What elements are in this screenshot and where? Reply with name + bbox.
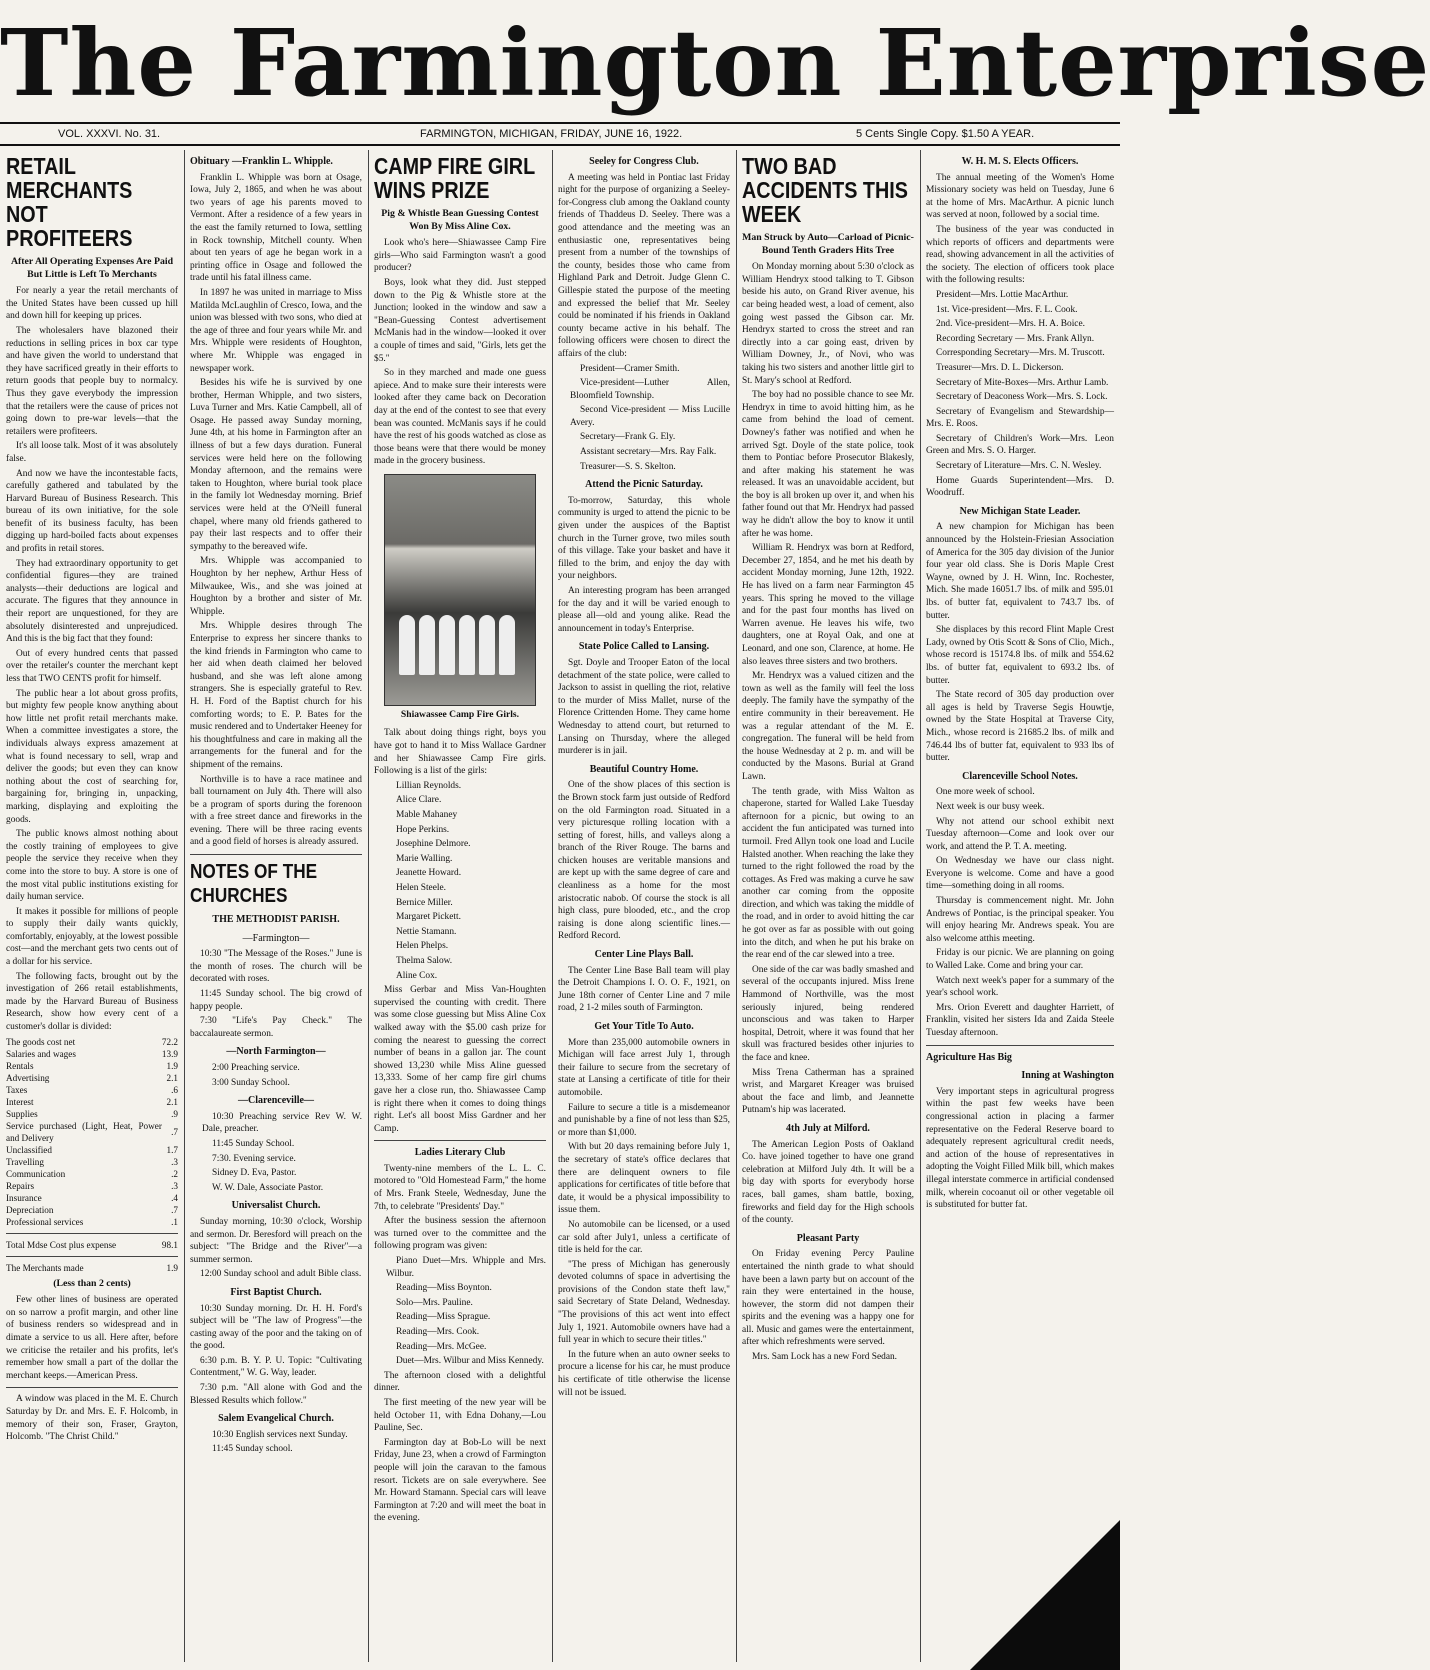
masthead-title: The Farmington Enterprise [0,9,1430,117]
text-paragraph: The annual meeting of the Women's Home Missionary society was held on Tuesday, June 6 at the home of Mrs. MacArthur. A picnic lunch was served at noon, followed by a social time. [926,172,1114,221]
text-paragraph: And now we have the incontestable facts, carefully gathered and tabulated by the Harvard Bureau of Business Research. This bureau of its own initiative, for the sole benefit of its business faculty, has been digging up hard-boiled facts about expenses and profits in retail stores. [6,468,178,555]
text-paragraph: Sunday morning, 10:30 o'clock, Worship and sermon. Dr. Beresford will preach on the subject: "The Bridge and the River"—a summer sermon. [190,1216,362,1265]
made-note: (Less than 2 cents) [53,1277,131,1289]
text-paragraph: President—Mrs. Lottie MacArthur. [936,289,1069,300]
subhead-accidents: Man Struck by Auto—Carload of Picnic-Bound Tenth Graders Hits Tree [742,232,914,256]
center-line-heading: Center Line Plays Ball. [594,949,694,961]
text-paragraph: Why not attend our school exhibit next Tuesday afternoon—Come and look over our work, and attend the P. T. A. meeting. [926,816,1114,852]
expense-row [6,1084,178,1096]
expense-row [6,1048,178,1060]
text-paragraph: On Wednesday we have our class night. Everyone is welcome. Come and have a good time—something doing in all rooms. [926,856,1114,892]
text-paragraph: Piano Duet—Mrs. Whipple and Mrs. Wilbur. [386,1256,546,1279]
expense-value: .1 [171,1216,178,1227]
column-rule [552,150,553,1662]
text-paragraph: One side of the car was badly smashed and several of the occupants injured. Miss Irene Hammond of Northville, was the most seriously injured, being rendered unconscious and was taken to Harper hospital, Detroit, where it was found that her skull was fractured besides other injuries to the face and knee. [742,964,914,1063]
text-paragraph: The first meeting of the new year will be held October 11, with Edna Dohany,—Lou Pauline, Sec. [374,1397,546,1434]
text-paragraph: The wholesalers have blazoned their reductions in selling prices in box car type and have given the world to understand that they have sacrificed greatly in their efforts to return goods that people buy to normalcy. Thus they gave everybody the impression that the retailers were the cause of prices not going down to pre-war levels—that the retailers were profiteers. [6,325,178,437]
text-paragraph: Look who's here—Shiawassee Camp Fire girls—Who said Farmington wasn't a good producer? [374,238,546,274]
text-paragraph: W. W. Dale, Associate Pastor. [212,1182,324,1193]
text-paragraph: To-morrow, Saturday, this whole community is urged to attend the picnic to be given under the auspices of the Baptist church in the Turner grove, two miles south of this village. Take your basket and have it filled to the brim, and enjoy the day with your neighbors. [558,495,730,582]
text-paragraph: With but 20 days remaining before July 1, the secretary of state's office declares that there are delinquent owners to file applications for certificates of title before that date, it would be a physical impossibility to issue them. [558,1142,730,1216]
text-paragraph: Secretary of Deaconess Work—Mrs. S. Lock. [936,392,1108,403]
column-accidents [742,150,914,1662]
text-paragraph: Duet—Mrs. Wilbur and Miss Kennedy. [396,1356,544,1367]
text-paragraph: 7:30 "Life's Pay Check." The baccalaureate sermon. [190,1016,362,1039]
expense-row [6,1120,178,1144]
text-paragraph: Reading—Miss Sprague. [396,1312,491,1323]
torn-corner [970,1520,1120,1670]
made-label: The Merchants made [6,1262,84,1273]
obituary-heading: Obituary —Franklin L. Whipple. [190,156,333,167]
expense-row [6,1096,178,1108]
volume-number: VOL. XXXVI. No. 31. [58,128,161,140]
camp-fire-girls-photo [384,474,536,706]
expense-value: 2.1 [166,1072,178,1083]
text-paragraph: Assistant secretary—Mrs. Ray Falk. [580,447,717,458]
north-farmington-heading: —North Farmington— [226,1046,326,1058]
expense-value: 2.1 [166,1096,178,1107]
headline-accidents: TWO BAD ACCIDENTS THIS WEEK [742,153,908,227]
text-paragraph: Secretary of Children's Work—Mrs. Leon Green and Mrs. S. O. Harger. [926,433,1114,457]
column-rule [736,150,737,1662]
text-paragraph: Marie Walling. [396,853,453,864]
text-paragraph: 11:45 Sunday school. The big crowd of happy people. [190,989,362,1012]
state-police-heading: State Police Called to Lansing. [578,641,710,653]
subhead-retail: After All Operating Expenses Are Paid But Little is Left To Merchants [10,256,174,280]
text-paragraph: Alice Clare. [396,795,442,806]
school-notes-heading: Clarenceville School Notes. [962,770,1078,782]
expense-row [6,1168,178,1180]
headline-retail-merchants: RETAIL MERCHANTS NOT PROFITEERS [6,153,133,251]
text-paragraph: Vice-president—Luther Allen, Bloomfield Township. [570,378,730,401]
methodist-sub: —Farmington— [242,932,310,944]
text-paragraph: Helen Steele. [396,883,446,893]
salem-heading: Salem Evangelical Church. [218,1413,334,1425]
text-paragraph: 7:30 p.m. "All alone with God and the Blessed Results which follow." [190,1383,362,1406]
dateline-bar [0,122,1120,146]
expense-row [6,1060,178,1072]
text-paragraph: Mable Mahaney [396,810,458,821]
methodist-heading: THE METHODIST PARISH. [212,914,340,926]
text-paragraph: Lillian Reynolds. [396,780,462,791]
text-paragraph: More than 235,000 automobile owners in Michigan will face arrest July 1, through their failure to secure from the secretary of state at Lansing a certificate of title for their automobile. [558,1037,730,1098]
text-paragraph: Watch next week's paper for a summary of the year's school work. [926,975,1114,999]
column-local-news [558,150,730,1662]
expense-row [6,1192,178,1204]
text-paragraph: Farmington day at Bob-Lo will be next Friday, June 23, when a crowd of Farmington people will join the caravan to the famous resort. Tickets are on sale everywhere. See Mr. Howard Stamann. Special cars will leave Farmington at 7:20 and will meet the boat in the evening. [374,1437,546,1524]
universalist-heading: Universalist Church. [231,1200,321,1212]
text-paragraph: 10:30 "The Message of the Roses." June is the month of roses. The church will be decorated with roses. [190,949,362,985]
auto-title-heading: Get Your Title To Auto. [594,1021,694,1032]
text-paragraph: William R. Hendryx was born at Redford, December 27, 1854, and he met his death by accident Monday morning, June 12th, 1922. He has lived on a farm near Farmington 45 years. This spring he moved to the village and for the past four months has lived on Warren avenue. He leaves his wife, two daughters, one at Royal Oak, and one at Leonard, and one son, Clarence, at home. He also leaves three sisters and two brothers. [742,543,914,667]
column-rule [920,150,921,1662]
text-paragraph: Northville is to have a race matinee and ball tournament on July 4th. There will also be a program of sports during the forenoon with a free street dance and fireworks in the evening. There will be three racing events and a good field of horses is already assured. [190,774,362,848]
text-paragraph: Treasurer—S. S. Skelton. [580,461,676,472]
expense-item: Supplies [6,1108,38,1119]
milford-heading: 4th July at Milford. [786,1122,870,1134]
text-paragraph: Failure to secure a title is a misdemeanor and punishable by a fine of not less than $25, or more than $1,000. [558,1102,730,1138]
expense-row [6,1108,178,1120]
text-paragraph: Mrs. Whipple desires through The Enterprise to express her sincere thanks to the kind friends in Farmington who came to her aid when death claimed her beloved husband, and she was left alone among strangers. She is especially grateful to Rev. H. H. Ford of the Baptist church for his comforting words; to E. P. Bates for the music rendered and to Undertaker Heeney for his thoughtfulness and care in making all the arrangements for the funeral and for the shipment of the remains. [190,621,362,770]
text-paragraph: Josephine Delmore. [396,839,471,850]
text-paragraph: Helen Phelps. [396,941,449,952]
made-value: 1.9 [166,1262,178,1273]
text-paragraph: In the future when an auto owner seeks to procure a license for his car, he must produce his certificate of title otherwise the license will not be issued. [558,1349,730,1398]
place-date: FARMINGTON, MICHIGAN, FRIDAY, JUNE 16, 1922. [420,128,683,140]
expense-row [6,1204,178,1216]
text-paragraph: Home Guards Superintendent—Mrs. D. Woodruff. [926,475,1114,499]
expense-item: Salaries and wages [6,1048,76,1059]
state-leader-heading: New Michigan State Leader. [959,505,1081,517]
text-paragraph: Secretary of Literature—Mrs. C. N. Wesley. [936,461,1102,472]
column-rule [368,150,369,1662]
text-paragraph: Corresponding Secretary—Mrs. M. Truscott. [936,348,1105,359]
expense-value: .7 [171,1126,178,1137]
total-label: Total Mdse Cost plus expense [6,1239,117,1250]
expense-row [6,1156,178,1168]
text-paragraph: Aline Cox. [396,970,438,981]
text-paragraph: The public knows almost nothing about the costly training of employees to give people the service they receive when they come into the store to buy. A store is one of the most vital public institutions existing for daily human service. [6,829,178,903]
headline-church-notes: NOTES OF THE CHURCHES [190,861,318,908]
expense-item: Insurance [6,1192,42,1203]
party-heading: Pleasant Party [796,1232,860,1244]
text-paragraph: So in they marched and made one guess apiece. And to make sure their interests were looked after they came back on Decoration day at the end of the contest to see that every bean was counted. McManis says if he could have the rest of his goods watched as close as those beans were that there would be money made in the grocery business. [374,368,546,467]
expense-value: 13.9 [161,1048,178,1059]
text-paragraph: 6:30 p.m. B. Y. P. U. Topic: "Cultivating Contentment," W. G. Way, leader. [190,1355,362,1379]
text-paragraph: The tenth grade, with Miss Walton as chaperone, started for Walled Lake Tuesday afternoon for a picnic, but owing to an accident the fun anticipated was turned into turmoil. Fred Allyn took one load and Lucile Halsted another. When reaching the lake they turned to the right followed the road by the cottages. As Fred was making a curve he saw another car coming from the opposite direction, and which was taking the middle of the road, and in order to avoid hitting the car he got over as far as possible with out going into the ditch, and when he put his brake on the rear end of the car slewed into a tree. [742,786,914,961]
expense-row [6,1072,178,1084]
text-paragraph: Solo—Mrs. Pauline. [396,1297,473,1308]
text-paragraph: They had extraordinary opportunity to get confidential figures—they are trained analysts—their deductions are logical and accurate. The figures that they announce in their report are unquestioned, for they are absolutely disinterested and unprejudiced. And this is the big fact that they found: [6,558,178,645]
column-retail-merchants [6,150,178,1662]
text-paragraph: She displaces by this record Flint Maple Crest Lady, owned by Otis Scott & Sons of Clio, Mich., whose record is 15174.8 lbs. of milk and 554.62 lbs. of butter fat, equivalent to 693.2 lbs. of butter. [926,625,1114,686]
column-obituary-churches [190,150,362,1662]
text-paragraph: Reading—Miss Boynton. [396,1283,492,1294]
expense-value: 72.2 [161,1036,178,1047]
text-paragraph: Reading—Mrs. McGee. [396,1341,487,1352]
text-paragraph: Very important steps in agricultural progress within the past few weeks have been congressional action in placing a farmer representative on the Federal Reserve board to adequately represent agricultural credit needs, and action of the house of representatives in adopting the Voight Filled Milk bill, which makes illegal interstate commerce in artificial condensed milk, wherein cocoanut oil or other vegetable oil is substituted for butter fat. [926,1086,1114,1211]
text-paragraph: The Center Line Base Ball team will play the Detroit Champions I. O. O. F., 1921, on June 18th corner of Center Line and 7 mile road, 2 1-2 miles south of Farmington. [558,965,730,1014]
text-paragraph: Treasurer—Mrs. D. L. Dickerson. [936,362,1064,373]
text-paragraph: Sidney D. Eva, Pastor. [212,1168,297,1179]
text-paragraph: Mr. Hendryx was a valued citizen and the town as well as the family will feel the loss deeply. The family have the sympathy of the entire community in their bereavement. He was a regular attendant of the M. E. congregation. The funeral will be held from the house Wednesday at 2 p. m. and will be conducted by the Masons. Burial at Grand Lawn. [742,671,914,782]
text-paragraph: In 1897 he was united in marriage to Miss Matilda McLaughlin of Cresco, Iowa, and the union was blessed with two sons, who died at the age of three and four years while Mr. and Mrs. Whipple were residents of Houghton, where Mr. Whipple was engaged in newspaper work. [190,287,362,374]
expense-item: Depreciation [6,1204,54,1215]
text-paragraph: The State record of 305 day production over all ages is held by Traverse Segis Houwtje, owned by the State Hospital at Traverse City, Mich., whose record is 21685.2 lbs. of milk and 746.44 lbs of butter fat, equivalent to 933 lbs of butter. [926,690,1114,764]
expense-value: .3 [171,1180,178,1191]
text-paragraph: It's all loose talk. Most of it was absolutely false. [6,441,178,464]
photo-caption: Shiawassee Camp Fire Girls. [400,708,520,720]
expense-row [6,1036,178,1048]
text-paragraph: 12:00 Sunday school and adult Bible class. [200,1269,362,1280]
text-paragraph: Next week is our busy week. [936,801,1045,812]
text-paragraph: The afternoon closed with a delightful dinner. [374,1370,546,1394]
text-paragraph: After the business session the afternoon was turned over to the committee and the following program was given: [374,1216,546,1252]
text-paragraph: The boy had no possible chance to see Mr. Hendryx in time to avoid hitting him, as he came from behind the load of cement. Downey's father was notified and when he arrived Sgt. Doyle of the state police, took them to Pontiac before Prosecutor Blakesly, and after making his statement he was released. It was an unavoidable accident, but the boy is all broken up over it, and when his father found out that Mr. Hendryx had passed way he didn't allow the boy to know it until after he was home. [742,390,914,539]
text-paragraph: No automobile can be licensed, or a used car sold after July1, unless a certificate of title is held for the car. [558,1219,730,1256]
expense-value: 1.9 [166,1060,178,1071]
seeley-heading: Seeley for Congress Club. [589,156,699,167]
text-paragraph: 11:45 Sunday school. [212,1444,293,1455]
picnic-heading: Attend the Picnic Saturday. [585,479,703,491]
subhead-camp-fire: Pig & Whistle Bean Guessing Contest Won By Miss Aline Cox. [381,208,539,232]
expense-item: Professional services [6,1216,84,1227]
text-paragraph: 2:00 Preaching service. [212,1063,300,1073]
country-home-heading: Beautiful Country Home. [589,763,699,775]
text-paragraph: The following facts, brought out by the investigation of 266 retail establishments, made by the Harvard Bureau of Business Research, show how every cent of a customer's dollar is divided: [6,971,178,1033]
text-paragraph: On Friday evening Percy Pauline entertained the ninth grade to what should have been a lawn party but on account of the rain they were entertained in the house, however, the storm did not dampen their spirits and the evening was a happy one for all. Music and games were the entertainment, after which refreshments were served. [742,1249,914,1348]
text-paragraph: Thelma Salow. [396,955,453,966]
text-paragraph: 7:30. Evening service. [212,1153,296,1164]
text-paragraph: Secretary of Evangelism and Stewardship—Mrs. E. Roos. [926,406,1114,430]
column-society [926,150,1114,1662]
text-paragraph: President—Cramer Smith. [580,363,680,374]
text-paragraph: Mrs. Orion Everett and daughter Harriett, of Franklin, visited her sisters Ida and Zaida Steele Tuesday afternoon. [926,1002,1114,1038]
expense-item: Repairs [6,1180,35,1191]
text-paragraph: Boys, look what they did. Just stepped down to the Pig & Whistle store at the Junction; looked in the window and saw a "Bean-Guessing Contest advertisement McManis had in the window—looked it over a couple of times and said, "Girls, lets get the $5." [374,277,546,364]
text-paragraph: It makes it possible for millions of people to supply their daily wants quickly, comfortably, enjoyably, at the lowest possible cost—and the merchant gets two cents out of a dollar for his service. [6,906,178,968]
text-paragraph: 1st. Vice-president—Mrs. F. L. Cook. [936,304,1078,315]
expense-item: Communication [6,1168,66,1179]
text-paragraph: Secretary—Frank G. Ely. [580,432,676,443]
text-paragraph: 10:30 Preaching service Rev W. W. Dale, preacher. [202,1111,362,1135]
expense-value: .3 [171,1156,178,1167]
text-paragraph: The public hear a lot about gross profits, but mighty few people know anything about how little net profit retail merchants make. When a committee investigates a store, the individuals always express amazement at what is found necessary to sell, wrap and deliver the goods; but even they can know nothing about the cost of searching for, bargaining for, bringing in, unpacking, marking, displaying and exploiting the goods. [6,688,178,825]
column-camp-fire [374,150,546,1662]
expense-item: Interest [6,1096,34,1107]
expense-value: .6 [171,1084,178,1095]
expense-item: Rentals [6,1060,34,1071]
expense-item: Unclassified [6,1144,52,1155]
text-paragraph: 10:30 Sunday morning. Dr. H. H. Ford's subject will be "The law of Progress"—the casting away of the poor and the taking on of the good. [190,1303,362,1352]
expense-item: Service purchased (Light, Heat, Power and Delivery [6,1120,162,1143]
text-paragraph: A meeting was held in Pontiac last Friday night for the purpose of organizing a Seeley-for-Congress club among the Oakland county friends of Thaddeus D. Seeley. There was a good attendance and the meeting was an enthusiastic one, representatives being present from a number of the townships of the county, besides those who came from Highland Park and Detroit. Judge Glenn C. Gillespie stated the purpose of the meeting and expressed the belief that Mr. Seeley could be nominated if his friends in Oakland county became active in his behalf. The following officers were chosen to direct the affairs of the club: [558,172,730,359]
text-paragraph: Talk about doing things right, boys you have got to hand it to Miss Wallace Gardner and her Shiawassee Camp Fire girls. Following is a list of the girls: [374,728,546,777]
expense-row [6,1180,178,1192]
expense-row [6,1144,178,1156]
expense-row [6,1216,178,1228]
text-paragraph: Bernice Miller. [396,897,453,908]
text-paragraph: A new champion for Michigan has been announced by the Holstein-Friesian Association of America for the 305 day division of the Junior four year old class. She is Doris Maple Crest Wayne, owned by J. H. Winn, Inc. Rochester, Mich. She made 16051.7 lbs. of milk and 595.01 lbs. of butter fat, equivalent to 743.7 lbs. of butter. [926,522,1114,621]
text-paragraph: Mrs. Whipple was accompanied to Houghton by her nephew, Arthur Hess of Milwaukee, Wis., and she was joined at Houghton by a brother and sister of Mr. Whipple. [190,556,362,617]
baptist-heading: First Baptist Church. [230,1286,322,1298]
text-paragraph: Nettie Stamann. [396,926,457,937]
text-paragraph: Second Vice-president — Miss Lucille Avery. [570,405,730,428]
text-paragraph: One of the show places of this section is the Brown stock farm just outside of Redford on the old Farmington road. Situated in a very picturesque rolling location with a setting of forest, hills, and valleys along a branch of the River Rouge. The barns and chicken houses are veritable mansions and are kept up with the same degree of care and cleanliness as a home for the most aristocratic nabob. Of course the stock is all high class, pure blooded, etc., and the crop raising is done along scientific lines.—Redford Record. [558,780,730,942]
expense-value: .2 [171,1168,178,1179]
column-rule [184,150,185,1662]
text-paragraph: Friday is our picnic. We are planning on going to Walled Lake. Come and bring your car. [926,948,1114,972]
total-value: 98.1 [161,1239,178,1250]
ladies-club-heading: Ladies Literary Club [414,1147,506,1159]
clarenceville-heading: —Clarenceville— [238,1095,314,1107]
closing-paragraph: Few other lines of business are operated on so narrow a profit margin, and other line of business renders so widespread and in dimate a service to us all. Here after, before we criticise the retailer and his profits, let's remember how small a part of the dollar the merchant keeps.—American Press. [6,1295,178,1381]
text-paragraph: 2nd. Vice-president—Mrs. H. A. Boice. [936,319,1085,330]
text-paragraph: Hope Perkins. [396,824,450,835]
expense-total [6,1239,178,1251]
text-paragraph: Sgt. Doyle and Trooper Eaton of the local detachment of the state police, were called to Jackson to assist in quelling the riot, relative to the murder of Miss Mallet, nurse of the Florence Crittenden Home. They came home Wednesday to attend court, but returned to Lansing on Thursday, where the alleged murderer is in jail. [558,657,730,757]
headline-camp-fire: CAMP FIRE GIRL WINS PRIZE [374,153,535,203]
text-paragraph: Jeanette Howard. [396,868,462,879]
text-paragraph: 10:30 English services next Sunday. [212,1429,348,1440]
text-paragraph: Franklin L. Whipple was born at Osage, Iowa, July 2, 1865, and when he was about two years of age his parents moved to Vermont. After a residence of a few years in the east the family returned to Iowa, settling in Rock township, Mitchell county. When about ten years of age he began work in a printing office in Osage and followed the trade until his fatal illness came. [190,172,362,284]
text-paragraph: Miss Gerbar and Miss Van-Houghten supervised the counting with credit. There was some close guessing but Miss Aline Cox walked away with the $5.00 cash prize for coming the nearest to guessing the correct number of beans in a gallon jar. The count showed 13,230 while Miss Aline guessed 13,333. Some of her camp fire girl chums gave her a close run, tho. Shiawassee Camp is right there when it comes to doing things right. Let's all boost Miss Gardner and her Camp. [374,985,546,1134]
text-paragraph: One more week of school. [936,787,1035,798]
text-paragraph: Besides his wife he is survived by one brother, Herman Whipple, and two sisters, Luva Turner and Mrs. Katie Campbell, all of Osage. He passed away Sunday morning, June 4th, at his home in Farmington after an illness of but a few days duration. Funeral services were held here on the following Monday afternoon, and the remains were taken to Houghton, where burial took place in the family lot Wednesday morning. Brief services were held at the O'Neill funeral chapel, where many old friends gathered to pay their last respects and to offer their sympathy to the bereaved wife. [190,378,362,552]
expense-value: .9 [171,1108,178,1119]
expense-value: 1.7 [166,1144,178,1155]
expense-value: .7 [171,1204,178,1215]
text-paragraph: An interesting program has been arranged for the day and it will be varied enough to please all—old and young alike. Read the announcement in today's Enterprise. [558,586,730,634]
expense-item: Travelling [6,1156,44,1167]
text-paragraph: Recording Secretary — Mrs. Frank Allyn. [936,333,1095,344]
expense-table [6,1036,178,1228]
text-paragraph: On Monday morning about 5:30 o'clock as William Hendryx stood talking to T. Gibson beside his auto, on Grand River avenue, his car being headed west, a load of cement, also going west passed the Gibson car. Mr. Hendryx started to cross the street and ran directly into a car going east, driven by William Downey, Jr., of Novi, who was taking his two sisters and another little girl to St. Mary's school at Redford. [742,262,914,386]
text-paragraph: Twenty-nine members of the L. L. C. motored to "Old Homestead Farm," the home of Mrs. Frank Steele, Wednesday, June the 7th, to celebrate "Presidents' Day." [374,1163,546,1212]
text-paragraph: Mrs. Sam Lock has a new Ford Sedan. [752,1352,898,1363]
text-paragraph: Secretary of Mite-Boxes—Mrs. Arthur Lamb. [936,377,1109,388]
whms-heading: W. H. M. S. Elects Officers. [961,156,1079,167]
text-paragraph: "The press of Michigan has generously devoted columns of space in advertising the provisions of the Condon state theft law," said Secretary of State Deland, Wednesday. "The provisions of this act went into effect July 1, 1921. Automobile owners have had a full year in which to secure their titles." [558,1259,730,1346]
text-paragraph: Margaret Pickett. [396,912,461,923]
expense-item: The goods cost net [6,1036,76,1047]
text-paragraph: Thursday is commencement night. Mr. John Andrews of Pontiac, is the principal speaker. You will enjoy hearing Mr. Andrews speak. You are also welcome atthis meeting. [926,896,1114,944]
merchant-profit [6,1262,178,1274]
text-paragraph: Miss Trena Catherman has a sprained wrist, and Margaret Kreager was bruised about the face and limb, and Jeannette Putnam's hip was lacerated. [742,1067,914,1116]
text-paragraph: The business of the year was conducted in which reports of officers and departments were read, showing advancement in all the activities of the society. The election of officers took place with the following results: [926,224,1114,286]
text-paragraph: 3:00 Sunday School. [212,1077,290,1088]
window-note: A window was placed in the M. E. Church Saturday by Dr. and Mrs. E. F. Holcomb, in memory of their son, Fraser, Grayton, Holcomb. "The Christ Child." [6,1394,178,1443]
text-paragraph: 11:45 Sunday School. [212,1138,295,1149]
agriculture-heading: Agriculture Has Big [926,1051,1012,1063]
text-paragraph: Out of every hundred cents that passed over the retailer's counter the merchant kept less that TWO CENTS profit for himself. [6,648,178,684]
expense-value: .4 [171,1192,178,1203]
price: 5 Cents Single Copy. $1.50 A YEAR. [856,128,1035,140]
text-paragraph: Reading—Mrs. Cook. [396,1327,480,1337]
expense-item: Advertising [6,1072,50,1083]
expense-item: Taxes [6,1084,28,1095]
text-paragraph: For nearly a year the retail merchants of the United States have been cussed up hill and down hill for keeping up prices. [6,286,178,322]
text-paragraph: The American Legion Posts of Oakland Co. have joined together to have one grand celebration at Milford July 4th. It will be a big day with sports for everybody horse races, ball games, sham battle, boxing, fireworks and field day for the High schools of the county. [742,1139,914,1226]
agriculture-sub: Inning at Washington [1021,1070,1114,1082]
